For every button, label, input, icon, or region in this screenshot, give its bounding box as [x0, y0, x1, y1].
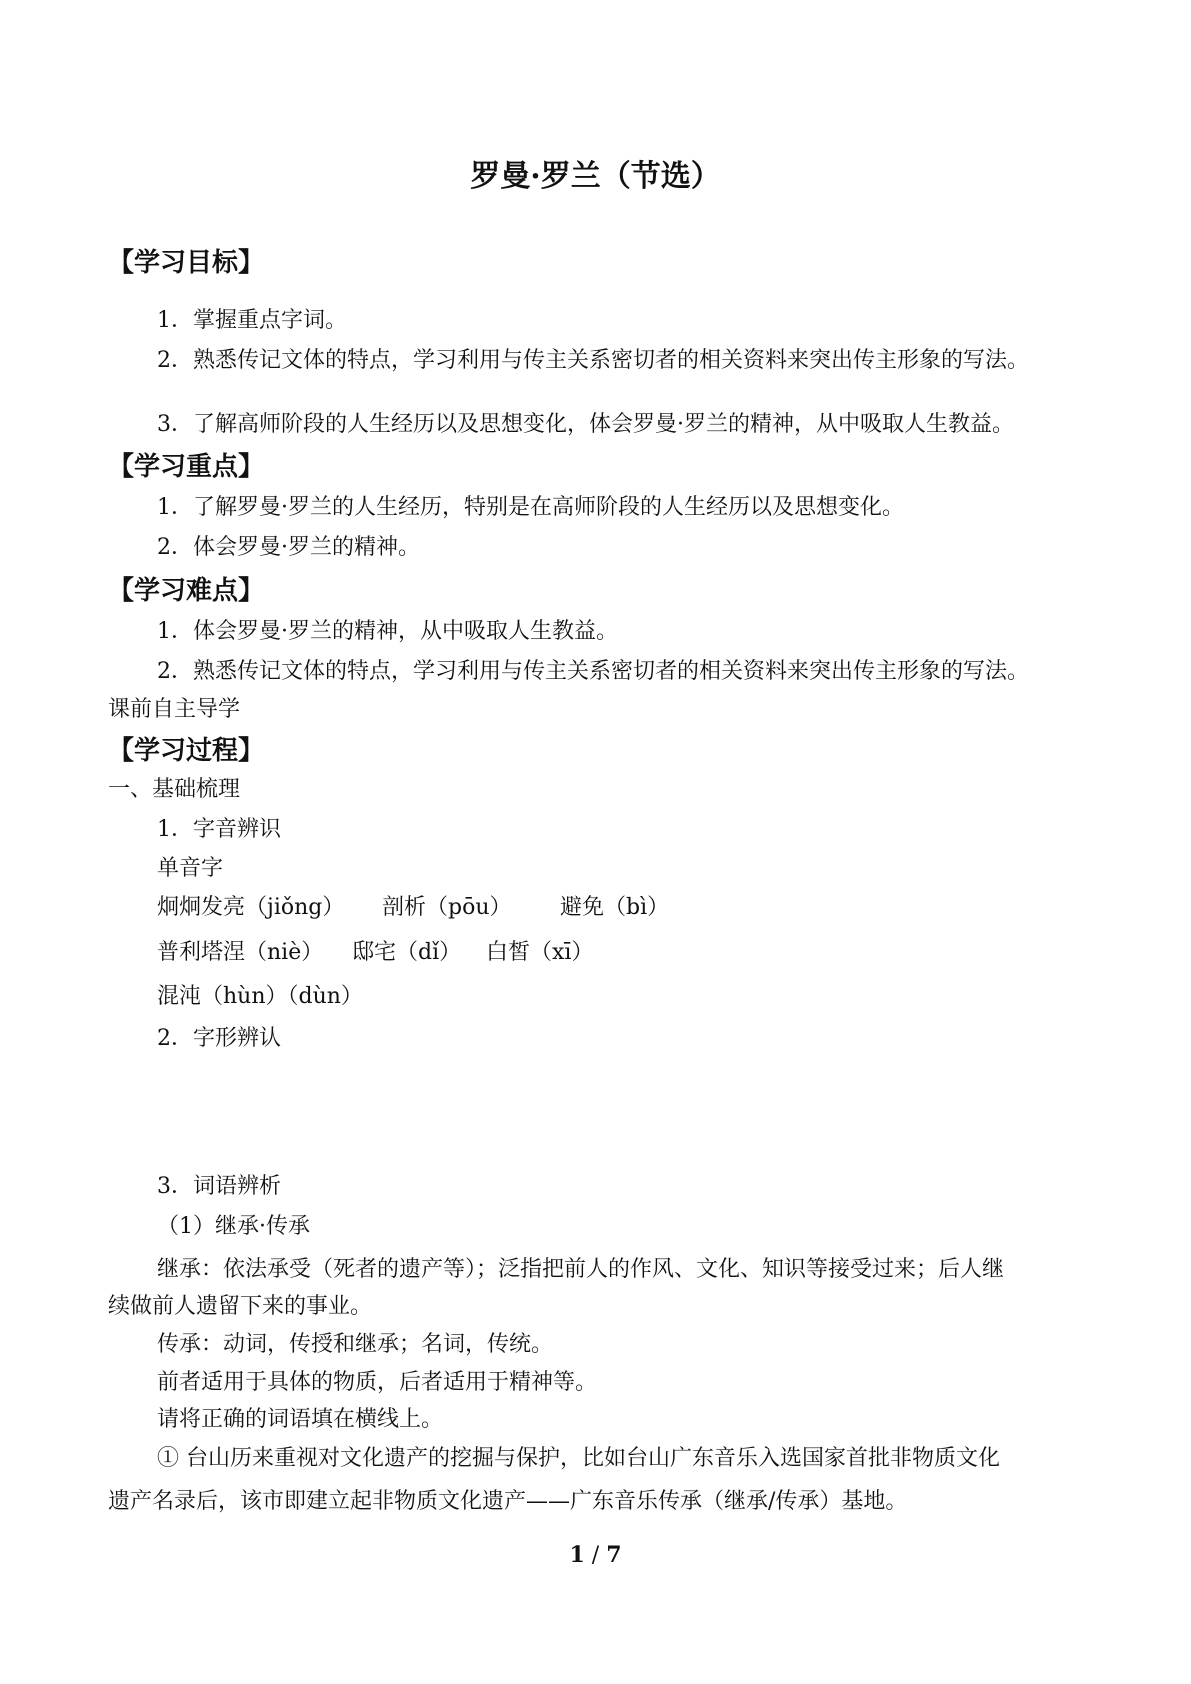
- pronunciation-label: 1．字音辨识: [157, 817, 281, 842]
- single-sound-label: 单音字: [157, 856, 224, 881]
- difficulty-item: 1．体会罗曼·罗兰的精神，从中吸取人生教益。: [157, 619, 618, 644]
- pronunciation-entry: 剖析（pōu）: [382, 895, 512, 920]
- key-points-heading: 【学习重点】: [108, 452, 265, 482]
- definition-line: 继承：依法承受（死者的遗产等）；泛指把前人的作风、文化、知识等接受过来；后人继: [157, 1257, 1005, 1282]
- objectives-heading: 【学习目标】: [108, 248, 265, 278]
- key-point-item: 2．体会罗曼·罗兰的精神。: [157, 535, 420, 560]
- question-line: 遗产名录后，该市即建立起非物质文化遗产——广东音乐传承（继承/传承）基地。: [108, 1489, 908, 1514]
- pronunciation-entry: 避免（bì）: [560, 895, 670, 920]
- question-line: ① 台山历来重视对文化遗产的挖掘与保护，比如台山广东音乐入选国家首批非物质文化: [157, 1446, 1000, 1471]
- page-title: 罗曼·罗兰（节选）: [470, 159, 721, 194]
- definition-line: 传承：动词，传授和继承；名词，传统。: [157, 1332, 554, 1357]
- glyph-label: 2．字形辨认: [157, 1026, 281, 1051]
- page-separator: /: [591, 1543, 600, 1568]
- instruction-text: 请将正确的词语填在横线上。: [157, 1407, 444, 1432]
- definition-line: 续做前人遗留下来的事业。: [108, 1294, 373, 1319]
- page-number: [0, 1541, 1191, 1570]
- pronunciation-entry: 白皙（xī）: [486, 940, 594, 965]
- pronunciation-entry: 混沌（hùn）（dùn）: [157, 984, 363, 1009]
- key-point-item: 1．了解罗曼·罗兰的人生经历，特别是在高师阶段的人生经历以及思想变化。: [157, 495, 904, 520]
- difficulties-heading: 【学习难点】: [108, 576, 265, 606]
- objective-item: 2．熟悉传记文体的特点，学习利用与传主关系密切者的相关资料来突出传主形象的写法。: [157, 348, 1030, 373]
- pronunciation-entry: 普利塔涅（niè）: [157, 940, 324, 965]
- process-heading: 【学习过程】: [108, 736, 265, 766]
- word-pair-label: （1）继承·传承: [157, 1214, 310, 1239]
- pronunciation-entry: 邸宅（dǐ）: [352, 940, 462, 965]
- usage-note: 前者适用于具体的物质，后者适用于精神等。: [157, 1370, 598, 1395]
- part-one-label: 一、基础梳理: [108, 777, 241, 802]
- pronunciation-entry: 炯炯发亮（jiǒng）: [157, 895, 345, 920]
- difficulty-item: 2．熟悉传记文体的特点，学习利用与传主关系密切者的相关资料来突出传主形象的写法。: [157, 659, 1030, 684]
- page-total: 7: [606, 1542, 622, 1568]
- page-current: 1: [569, 1542, 585, 1568]
- objective-item: 3．了解高师阶段的人生经历以及思想变化，体会罗曼·罗兰的精神，从中吸取人生教益。: [157, 412, 1014, 437]
- preview-label: 课前自主导学: [108, 697, 241, 722]
- objective-item: 1．掌握重点字词。: [157, 308, 347, 333]
- word-analysis-label: 3．词语辨析: [157, 1174, 281, 1199]
